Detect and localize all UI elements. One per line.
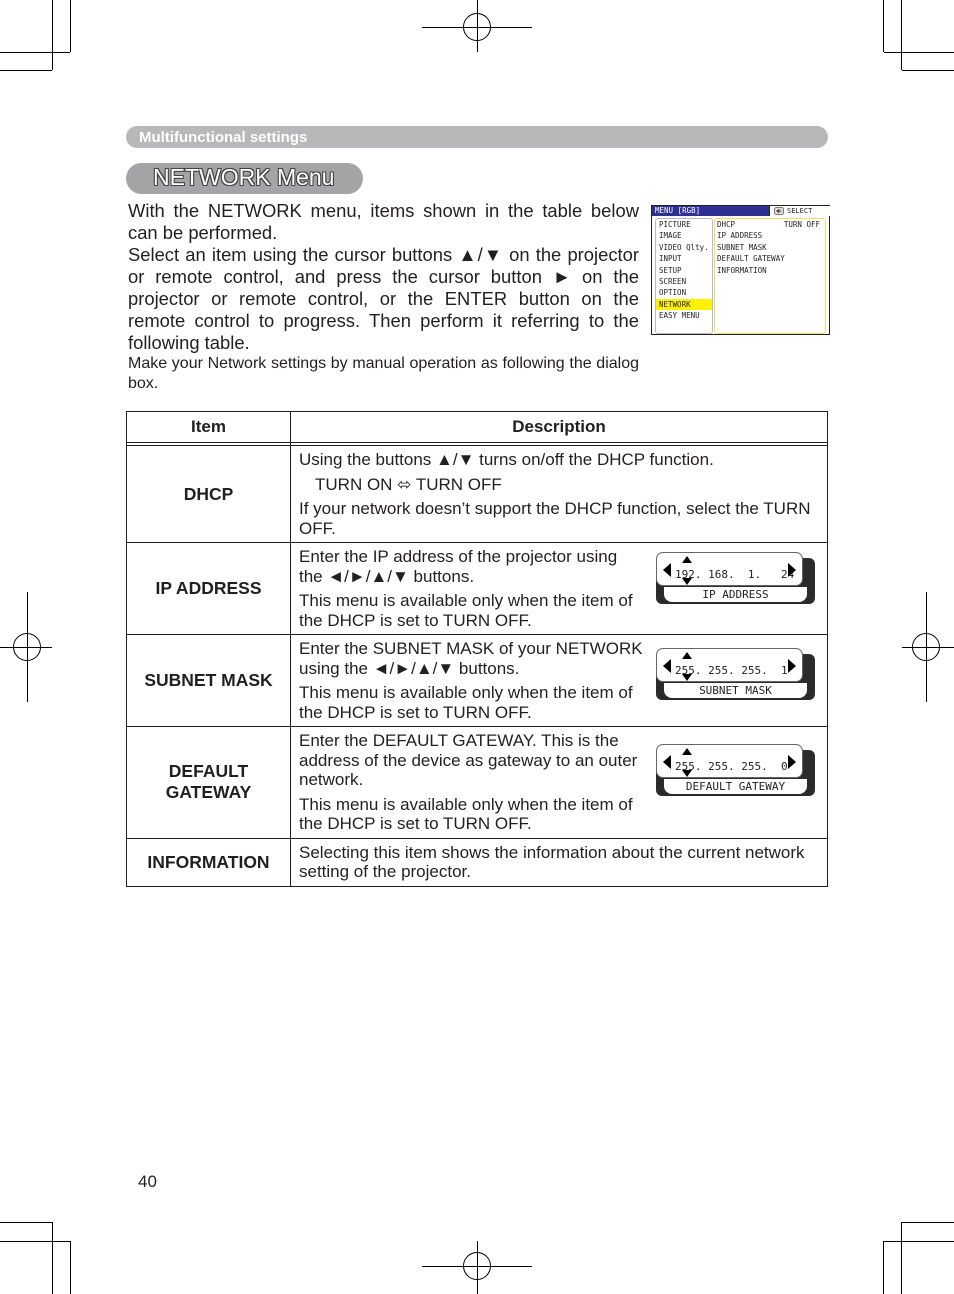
item-subnet-mask: SUBNET MASK bbox=[127, 635, 291, 727]
intro-paragraph-1: With the NETWORK menu, items shown in the table below can be performed. bbox=[128, 200, 639, 243]
menu-category: SETUP bbox=[659, 265, 682, 275]
menu-select-label: SELECT bbox=[787, 207, 813, 215]
menu-category-list bbox=[655, 218, 713, 334]
page-title-pill bbox=[126, 163, 363, 194]
item-ip-address: IP ADDRESS bbox=[127, 543, 291, 635]
section-header-bar bbox=[126, 126, 828, 148]
subnet-mask-values: 255. 255. 255. 1 bbox=[675, 664, 788, 677]
desc-text: This menu is available only when the item of the DHCP is set to TURN OFF. bbox=[299, 683, 633, 722]
item-information: INFORMATION bbox=[127, 838, 291, 886]
menu-item: SUBNET MASK bbox=[717, 242, 767, 252]
desc-text: Selecting this item shows the information about the current network setting of the projector. bbox=[299, 842, 805, 881]
desc-information bbox=[291, 838, 828, 886]
desc-text: Using the buttons ▲/▼ turns on/off the DHCP function. bbox=[299, 450, 714, 469]
menu-select-hint bbox=[769, 206, 830, 216]
menu-header-label: MENU [RGB] bbox=[655, 206, 701, 215]
ip-address-field bbox=[656, 552, 803, 586]
menu-category: EASY MENU bbox=[659, 311, 700, 321]
projector-menu-screenshot bbox=[651, 205, 830, 335]
table-row bbox=[127, 838, 828, 886]
default-gateway-input-widget bbox=[656, 744, 817, 798]
ip-address-values: 192. 168. 1. 24 bbox=[675, 568, 795, 581]
desc-text: TURN ON ⬄ TURN OFF bbox=[315, 474, 502, 494]
subnet-mask-input-widget bbox=[656, 648, 817, 702]
menu-header bbox=[652, 206, 769, 216]
page-title: NETWORK Menu bbox=[153, 164, 335, 190]
arrow-right-icon bbox=[788, 659, 796, 673]
desc-text: This menu is available only when the item of the DHCP is set to TURN OFF. bbox=[299, 794, 633, 833]
intro-paragraph-2: Select an item using the cursor buttons ▲/▼ on the projector or remote control, and press the cursor button ► on the projector or remote control, or the ENTER button on the remote control to progress. Then perform it referring to the following table. bbox=[128, 244, 639, 353]
subnet-mask-field bbox=[656, 648, 803, 682]
header-item: Item bbox=[127, 412, 291, 443]
item-dhcp: DHCP bbox=[127, 446, 291, 543]
desc-text: If your network doesn’t support the DHCP function, select the TURN OFF. bbox=[299, 499, 811, 538]
desc-ip-address bbox=[291, 543, 828, 635]
table-row bbox=[127, 543, 828, 635]
menu-category: SCREEN bbox=[659, 277, 687, 287]
item-default-gateway: DEFAULT GATEWAY bbox=[127, 727, 291, 839]
desc-dhcp bbox=[291, 446, 828, 543]
menu-category: VIDEO Qlty. bbox=[659, 242, 709, 252]
menu-item: DEFAULT GATEWAY bbox=[717, 254, 785, 264]
arrow-right-icon bbox=[788, 563, 796, 577]
select-icon bbox=[774, 207, 784, 215]
table-row bbox=[127, 635, 828, 727]
default-gateway-field bbox=[656, 744, 803, 778]
menu-item-value: TURN OFF bbox=[783, 220, 820, 229]
arrow-right-icon bbox=[788, 755, 796, 769]
menu-item: IP ADDRESS bbox=[717, 231, 763, 241]
desc-text: Enter the SUBNET MASK of your NETWORK using the ◄/►/▲/▼ buttons. bbox=[299, 639, 643, 678]
arrow-left-icon bbox=[663, 563, 671, 577]
arrow-left-icon bbox=[663, 659, 671, 673]
menu-item-label: DHCP bbox=[717, 220, 736, 229]
table-row bbox=[127, 446, 828, 543]
desc-text: Enter the DEFAULT GATEWAY. This is the address of the device as gateway to an outer network. bbox=[299, 731, 638, 789]
table-header-row bbox=[127, 412, 828, 443]
intro-text bbox=[128, 200, 639, 354]
menu-item-list bbox=[714, 218, 826, 334]
arrow-up-icon bbox=[682, 748, 692, 755]
ip-address-widget-label: IP ADDRESS bbox=[664, 587, 807, 602]
menu-category: OPTION bbox=[659, 288, 687, 298]
page-number: 40 bbox=[138, 1172, 157, 1191]
arrow-up-icon bbox=[682, 556, 692, 563]
menu-category: INPUT bbox=[659, 254, 682, 264]
desc-subnet-mask bbox=[291, 635, 828, 727]
table-row bbox=[127, 727, 828, 839]
desc-text: Enter the IP address of the projector using the ◄/►/▲/▼ buttons. bbox=[299, 547, 618, 586]
menu-category: PICTURE bbox=[659, 220, 691, 229]
default-gateway-values: 255. 255. 255. 0 bbox=[675, 760, 788, 773]
menu-item-dhcp bbox=[715, 219, 825, 230]
intro-note: Make your Network settings by manual operation as following the dialog box. bbox=[128, 355, 639, 392]
section-label: Multifunctional settings bbox=[139, 129, 308, 146]
default-gateway-widget-label: DEFAULT GATEWAY bbox=[664, 779, 807, 794]
header-description: Description bbox=[291, 412, 828, 443]
menu-category: IMAGE bbox=[659, 231, 682, 241]
ip-address-input-widget bbox=[656, 552, 817, 606]
menu-category-selected: NETWORK bbox=[656, 299, 712, 310]
menu-item: INFORMATION bbox=[717, 265, 767, 275]
desc-text: This menu is available only when the item of the DHCP is set to TURN OFF. bbox=[299, 591, 633, 630]
network-settings-table bbox=[126, 411, 828, 887]
arrow-left-icon bbox=[663, 755, 671, 769]
arrow-up-icon bbox=[682, 652, 692, 659]
desc-default-gateway bbox=[291, 727, 828, 839]
subnet-mask-widget-label: SUBNET MASK bbox=[664, 683, 807, 698]
